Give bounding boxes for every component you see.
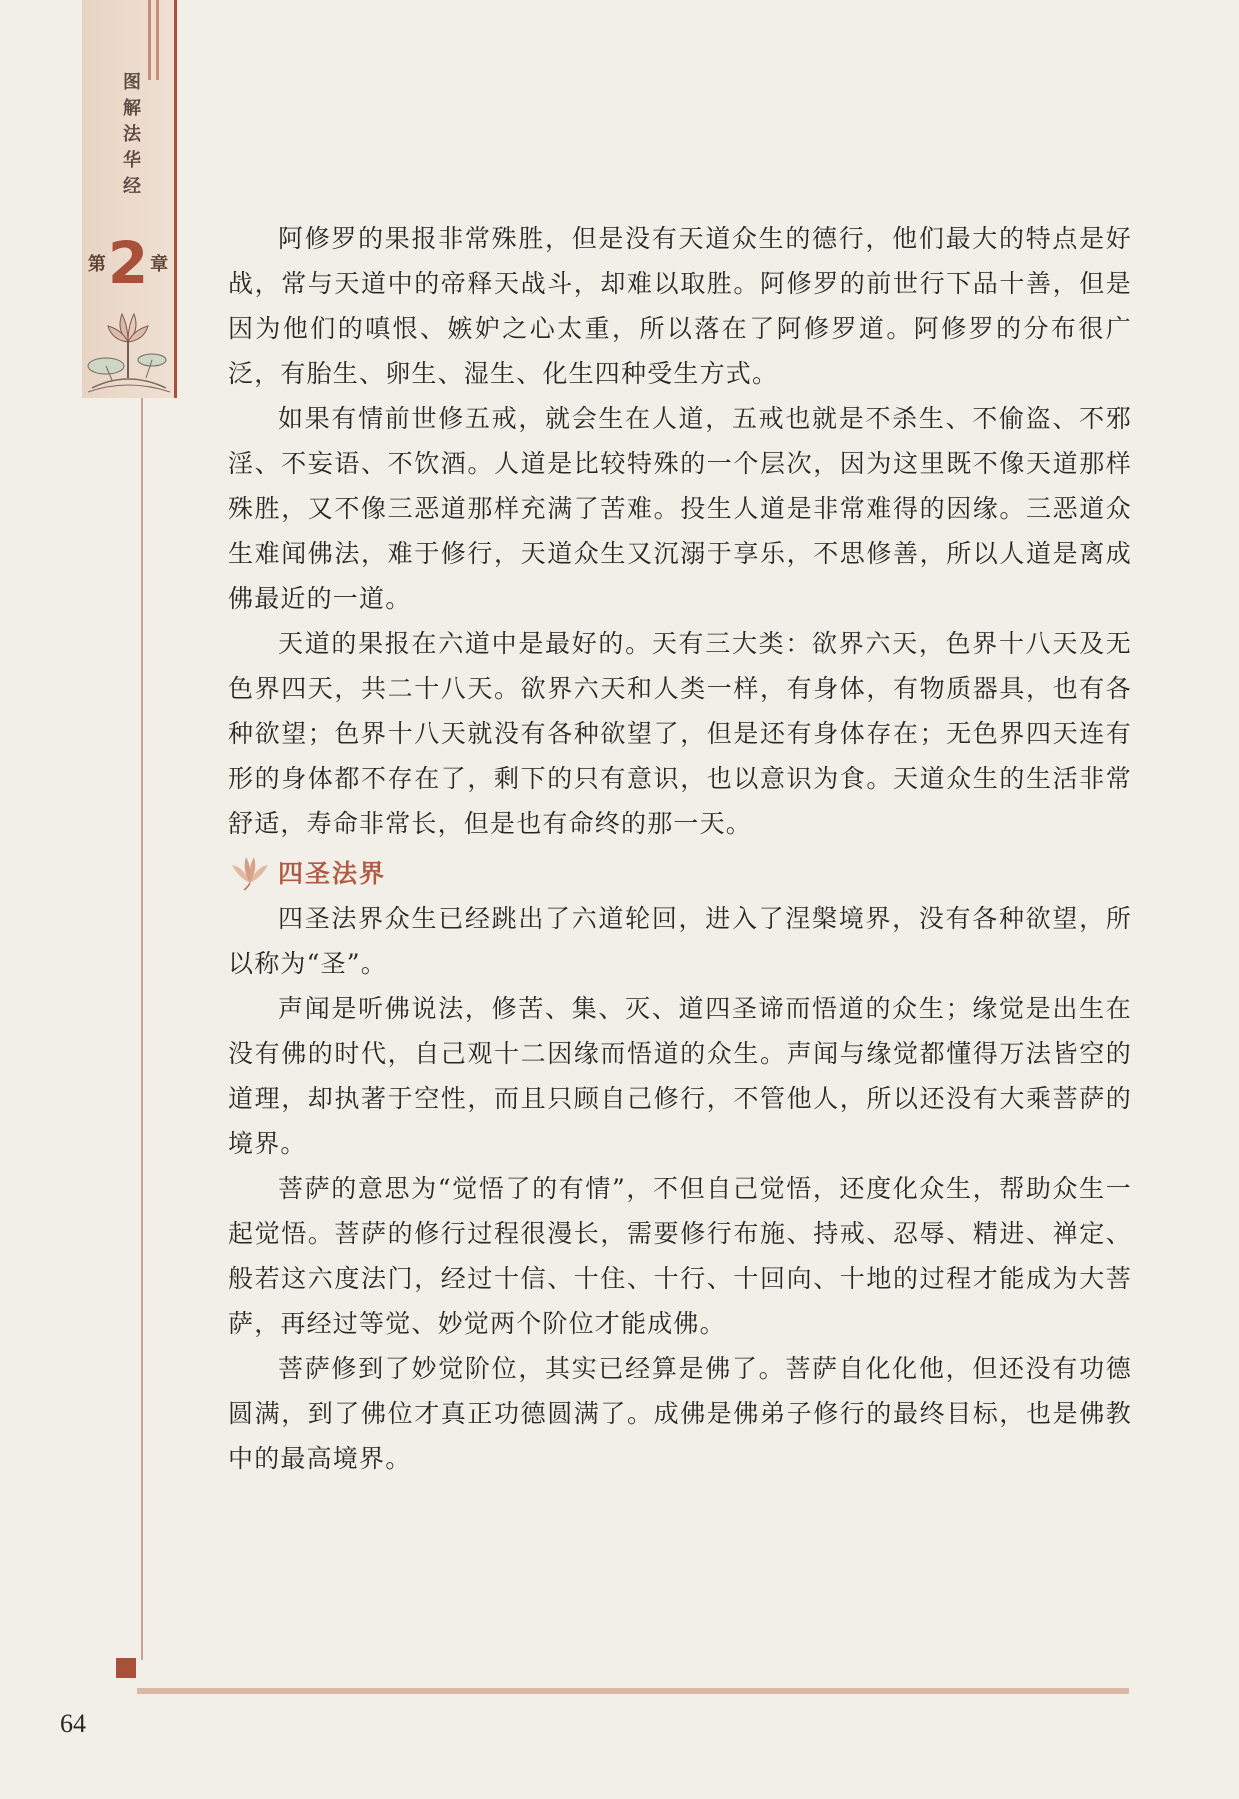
paragraph: 如果有情前世修五戒，就会生在人道，五戒也就是不杀生、不偷盗、不邪淫、不妄语、不饮酒。人道是比较特殊的一个层次，因为这里既不像天道那样殊胜，又不像三恶道那样充满了苦难。投生人道是非常难得的因缘。三恶道众生难闻佛法，难于修行，天道众生又沉溺于享乐，不思修善，所以人道是离成佛最近的一道。 — [228, 404, 1132, 613]
paragraph: 四圣法界众生已经跳出了六道轮回，进入了涅槃境界，没有各种欲望，所以称为“圣”。 — [228, 904, 1132, 978]
page-number: 64 — [60, 1709, 86, 1738]
paragraph: 天道的果报在六道中是最好的。天有三大类：欲界六天，色界十八天及无色界四天，共二十八天。欲界六天和人类一样，有身体，有物质器具，也有各种欲望；色界十八天就没有各种欲望了，但是还有身体存在；无色界四天连有形的身体都不存在了，剩下的只有意识，也以意识为食。天道众生的生活非常舒适，寿命非常长，但是也有命终的那一天。 — [228, 629, 1132, 838]
section-title: 四圣法界 — [278, 859, 387, 888]
chapter-number: 2 — [107, 229, 149, 297]
paragraph: 阿修罗的果报非常殊胜，但是没有天道众生的德行，他们最大的特点是好战，常与天道中的帝释天战斗，却难以取胜。阿修罗的前世行下品十善，但是因为他们的嗔恨、嫉妒之心太重，所以落在了阿修罗道。阿修罗的分布很广泛，有胎生、卵生、湿生、化生四种受生方式。 — [228, 224, 1132, 388]
chapter-suffix: 章 — [150, 254, 169, 275]
margin-rule — [141, 398, 143, 1660]
tab-stripe — [156, 0, 159, 80]
paragraph: 菩萨修到了妙觉阶位，其实已经算是佛了。菩萨自化化他，但还没有功德圆满，到了佛位才真正功德圆满了。成佛是佛弟子修行的最终目标，也是佛教中的最高境界。 — [228, 1354, 1132, 1473]
paragraph: 菩萨的意思为“觉悟了的有情”，不但自己觉悟，还度化众生，帮助众生一起觉悟。菩萨的修行过程很漫长，需要修行布施、持戒、忍辱、精进、禅定、般若这六度法门，经过十信、十住、十行、十回向、十地的过程才能成为大菩萨，再经过等觉、妙觉两个阶位才能成佛。 — [228, 1174, 1132, 1338]
body-text — [228, 216, 1132, 1481]
paragraph: 声闻是听佛说法，修苦、集、灭、道四圣谛而悟道的众生；缘觉是出生在没有佛的时代，自己观十二因缘而悟道的众生。声闻与缘觉都懂得万法皆空的道理，却执著于空性，而且只顾自己修行，不管他人，所以还没有大乘菩萨的境界。 — [228, 994, 1132, 1158]
tab-stripe — [148, 0, 151, 80]
book-title: 图解法华经 — [120, 72, 141, 202]
corner-marker — [116, 1658, 136, 1678]
footer-rule — [137, 1688, 1129, 1694]
section-heading — [228, 848, 1132, 896]
chapter-prefix: 第 — [87, 254, 106, 275]
lotus-icon — [228, 853, 272, 891]
chapter-label — [86, 228, 170, 298]
chapter-side-tab — [82, 0, 177, 398]
lotus-illustration-icon — [82, 300, 174, 395]
